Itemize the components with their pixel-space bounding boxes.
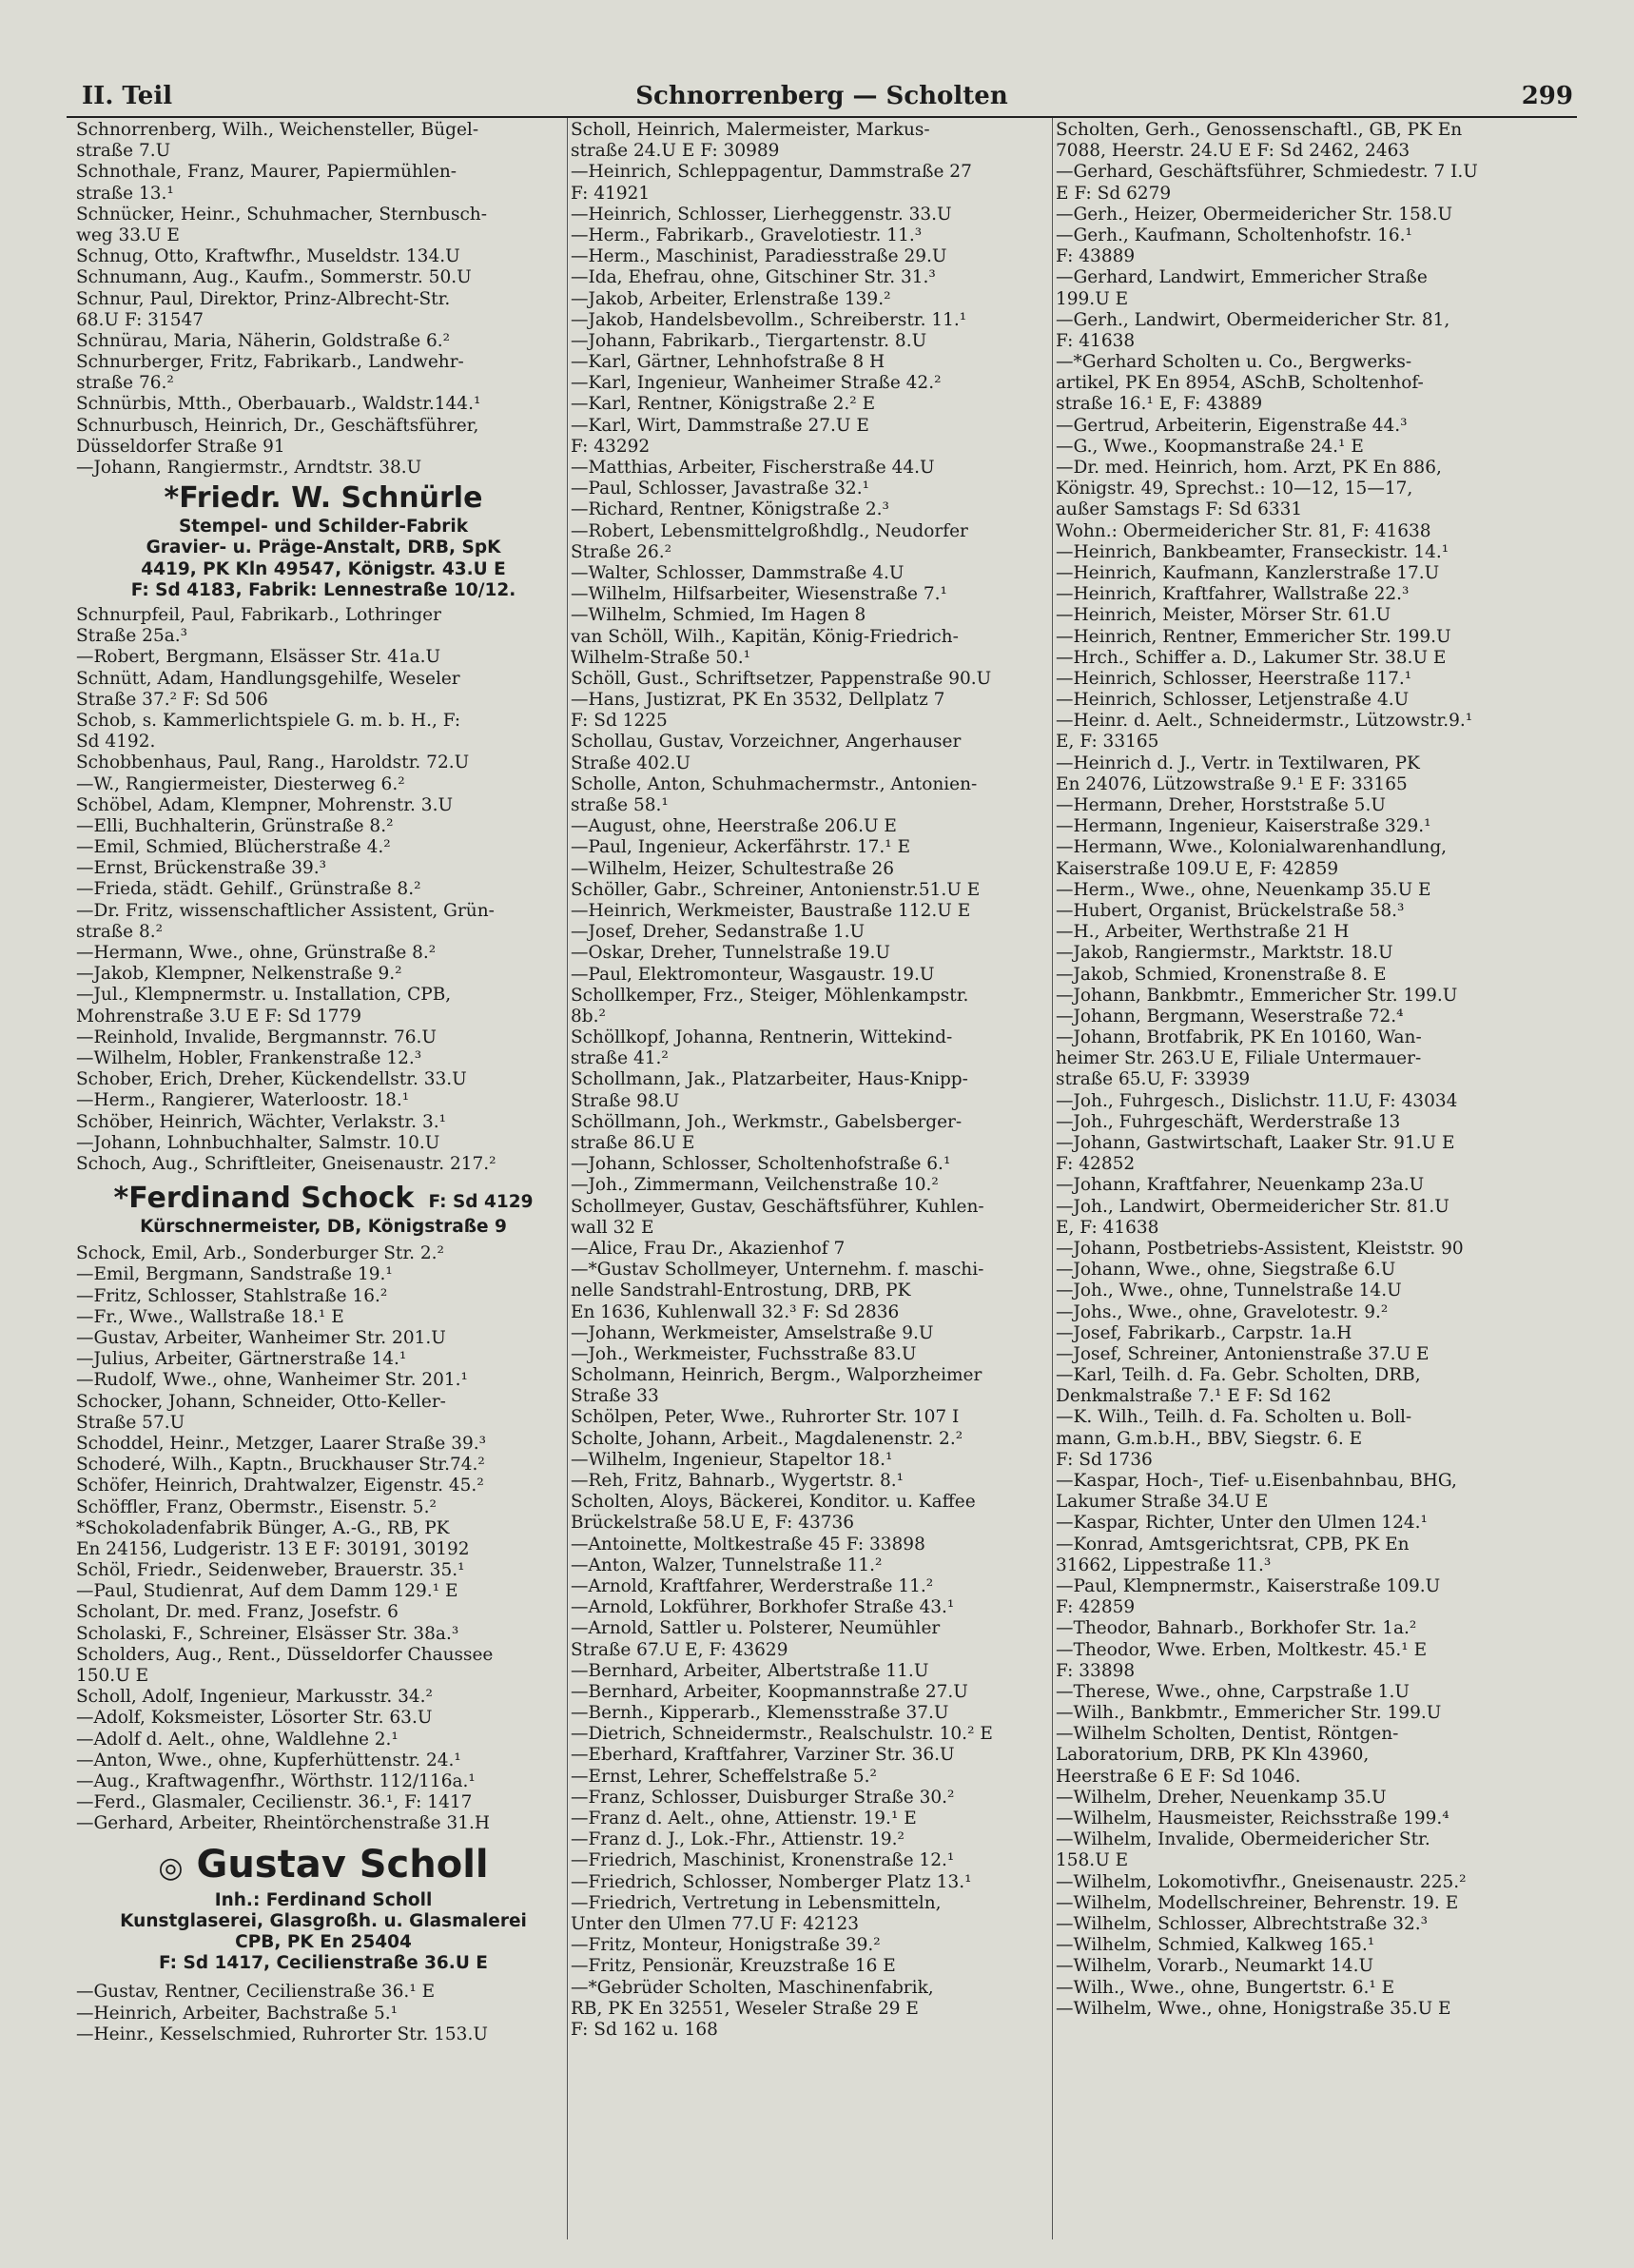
directory-entry-line: —Oskar, Dreher, Tunnelstraße 19.U <box>571 943 890 964</box>
entries-block-a <box>76 120 571 479</box>
directory-entry-line: —Hermann, Dreher, Horststraße 5.U <box>1056 795 1386 815</box>
directory-entry-line: —Joh., Werkmeister, Fuchsstraße 83.U <box>571 1343 917 1364</box>
directory-entry-line: Schollkemper, Frz., Steiger, Möhlenkampstr. <box>571 985 969 1006</box>
directory-entry-line: —Johann, Fabrikarb., Tiergartenstr. 8.U <box>571 330 927 351</box>
directory-entry-line: außer Samstags F: Sd 6331 <box>1056 499 1303 520</box>
directory-entry-line: —Friedrich, Vertretung in Lebensmitteln, <box>571 1892 942 1913</box>
directory-entry-line: F: 41638 <box>1056 330 1136 351</box>
directory-entry-line: nelle Sandstrahl-Entrostung, DRB, PK <box>571 1281 911 1301</box>
directory-entry-line: —August, ohne, Heerstraße 206.U E <box>571 816 897 837</box>
directory-entry-line: —Jakob, Rangiermstr., Marktstr. 18.U <box>1056 943 1393 964</box>
directory-entry-line: straße 58.¹ <box>571 795 669 815</box>
directory-entry-line: —Fr., Wwe., Wallstraße 18.¹ E <box>76 1306 344 1327</box>
directory-entry-line: Schoderé, Wilh., Kaptn., Bruckhauser Str.74.² <box>76 1455 485 1476</box>
directory-entry-line: —Paul, Ingenieur, Ackerfährstr. 17.¹ E <box>571 837 911 858</box>
directory-entry-line: E, F: 41638 <box>1056 1217 1159 1238</box>
directory-entry-line: Scholant, Dr. med. Franz, Josefstr. 6 <box>76 1602 399 1623</box>
entries-block <box>1056 120 1550 2020</box>
directory-entry-line: —W., Rangiermeister, Diesterweg 6.² <box>76 773 405 794</box>
directory-entry-line: F: 42852 <box>1056 1154 1136 1175</box>
directory-entry-line: —Johann, Kraftfahrer, Neuenkamp 23a.U <box>1056 1175 1425 1196</box>
directory-entry-line: —Franz d. Aelt., ohne, Attienstr. 19.¹ E <box>571 1809 917 1828</box>
directory-entry-line: Schölpen, Peter, Wwe., Ruhrorter Str. 107 I <box>571 1407 960 1428</box>
directory-entry-line: —Karl, Ingenieur, Wanheimer Straße 42.² <box>571 373 942 394</box>
directory-entry-line: —Friedrich, Schlosser, Nomberger Platz 13.¹ <box>571 1871 972 1892</box>
directory-entry-line: Straße 57.U <box>76 1412 185 1433</box>
directory-entry-line: —Johann, Rangiermstr., Arndtstr. 38.U <box>76 458 422 478</box>
advert-title-text: Gustav Scholl <box>196 1842 489 1887</box>
directory-entry-line: —K. Wilh., Teilh. d. Fa. Scholten u. Boll- <box>1056 1407 1412 1428</box>
directory-entry-line: Schöffler, Franz, Obermstr., Eisenstr. 5.² <box>76 1496 437 1517</box>
advert-title: *Ferdinand Schock <box>113 1182 415 1216</box>
directory-entry-line: —Dr. Fritz, wissenschaftlicher Assistent, Grün- <box>76 900 495 921</box>
directory-entry-line: Brückelstraße 58.U E, F: 43736 <box>571 1513 855 1534</box>
directory-entry-line: —Joh., Wwe., ohne, Tunnelstraße 14.U <box>1056 1281 1402 1301</box>
directory-entry-line: 7088, Heerstr. 24.U E F: Sd 2462, 2463 <box>1056 141 1410 162</box>
directory-entry-line: —Herm., Wwe., ohne, Neuenkamp 35.U E <box>1056 879 1431 900</box>
directory-entry-line: —Gerhard, Landwirt, Emmericher Straße <box>1056 267 1428 288</box>
directory-entry-line: —Arnold, Sattler u. Polsterer, Neumühler <box>571 1618 941 1639</box>
directory-entry-line: Schöllmann, Joh., Werkmstr., Gabelsberger- <box>571 1111 963 1132</box>
advert-phone: F: Sd 4129 <box>428 1192 534 1213</box>
directory-entry-line: —Karl, Gärtner, Lehnhofstraße 8 H <box>571 352 885 373</box>
directory-entry-line: F: Sd 1225 <box>571 711 668 732</box>
directory-entry-line: *Schokoladenfabrik Bünger, A.-G., RB, PK <box>76 1517 450 1538</box>
part-label: II. Teil <box>82 82 173 110</box>
directory-entry-line: F: Sd 162 u. 168 <box>571 2019 718 2040</box>
directory-entry-line: —Eberhard, Kraftfahrer, Varziner Str. 36.U <box>571 1745 955 1766</box>
directory-entry-line: Scholte, Johann, Arbeit., Magdalenenstr. 2.² <box>571 1428 963 1449</box>
directory-entry-line: —Franz d. J., Lok.-Fhr., Attienstr. 19.² <box>571 1829 905 1850</box>
directory-entry-line: heimer Str. 263.U E, Filiale Untermauer- <box>1056 1048 1422 1069</box>
directory-entry-line: Laboratorium, DRB, PK Kln 43960, <box>1056 1745 1370 1766</box>
directory-entry-line: Straße 33 <box>571 1386 659 1407</box>
directory-entry-line: Schob, s. Kammerlichtspiele G. m. b. H., F: <box>76 710 461 731</box>
advert-line: CPB, PK En 25404 <box>235 1931 412 1952</box>
directory-entry-line: En 1636, Kuhlenwall 32.³ F: Sd 2836 <box>571 1301 900 1322</box>
column-3 <box>1056 120 1550 2241</box>
directory-entry-line: —Johs., Wwe., ohne, Gravelotestr. 9.² <box>1056 1301 1389 1322</box>
directory-entry-line: Scholmann, Heinrich, Bergm., Walporzheimer <box>571 1365 982 1386</box>
directory-entry-line: —Johann, Bergmann, Weserstraße 72.⁴ <box>1056 1006 1404 1026</box>
directory-entry-line: 31662, Lippestraße 11.³ <box>1056 1554 1272 1575</box>
directory-entry-line: —Wilhelm, Schlosser, Albrechtstraße 32.³ <box>1056 1913 1429 1934</box>
directory-entry-line: Schnorrenberg, Wilh., Weichensteller, Bügel- <box>76 120 479 140</box>
directory-entry-line: —Karl, Rentner, Königstraße 2.² E <box>571 394 876 415</box>
directory-entry-line: Schober, Erich, Dreher, Kückendellstr. 33.U <box>76 1069 467 1090</box>
directory-entry-line: —Alice, Frau Dr., Akazienhof 7 <box>571 1238 846 1259</box>
directory-entry-line: —*Gebrüder Scholten, Maschinenfabrik, <box>571 1977 934 1998</box>
directory-entry-line: —Fritz, Monteur, Honigstraße 39.² <box>571 1935 881 1956</box>
directory-entry-line: RB, PK En 32551, Weseler Straße 29 E <box>571 1998 919 2019</box>
directory-entry-line: —Ida, Ehefrau, ohne, Gitschiner Str. 31.³ <box>571 267 936 288</box>
directory-entry-line: —Karl, Teilh. d. Fa. Gebr. Scholten, DRB, <box>1056 1365 1421 1386</box>
directory-entry-line: Schöbel, Adam, Klempner, Mohrenstr. 3.U <box>76 794 454 815</box>
directory-entry-line: —Heinrich, Meister, Mörser Str. 61.U <box>1056 605 1391 626</box>
directory-entry-line: Scholle, Anton, Schuhmachermstr., Antonien- <box>571 773 978 794</box>
directory-entry-line: —Gertrud, Arbeiterin, Eigenstraße 44.³ <box>1056 415 1408 436</box>
directory-entry-line: —G., Wwe., Koopmanstraße 24.¹ E <box>1056 436 1364 457</box>
directory-entry-line: —Kaspar, Richter, Unter den Ulmen 124.¹ <box>1056 1513 1428 1534</box>
directory-entry-line: —Franz, Schlosser, Duisburger Straße 30.² <box>571 1787 955 1808</box>
directory-entry-line: —Hermann, Wwe., Kolonialwarenhandlung, <box>1056 837 1448 858</box>
directory-entry-line: —Ernst, Lehrer, Scheffelstraße 5.² <box>571 1766 877 1787</box>
directory-entry-line: —Wilhelm, Wwe., ohne, Honigstraße 35.U E <box>1056 1998 1451 2019</box>
directory-entry-line: F: Sd 1736 <box>1056 1449 1153 1470</box>
directory-entry-line: Schöllkopf, Johanna, Rentnerin, Wittekind- <box>571 1027 953 1048</box>
advert-schock <box>76 1181 571 1238</box>
directory-entry-line: —Wilhelm, Schmied, Kalkweg 165.¹ <box>1056 1935 1375 1956</box>
directory-entry-line: Schobbenhaus, Paul, Rang., Haroldstr. 72.U <box>76 753 470 773</box>
directory-entry-line: straße 86.U E <box>571 1133 695 1153</box>
directory-entry-line: —Bernhard, Arbeiter, Albertstraße 11.U <box>571 1660 929 1681</box>
directory-entry-line: 8b.² <box>571 1006 606 1026</box>
directory-entry-line: straße 41.² <box>571 1048 669 1069</box>
directory-entry-line: —Robert, Bergmann, Elsässer Str. 41a.U <box>76 647 441 668</box>
directory-entry-line: En 24076, Lützowstraße 9.¹ E F: 33165 <box>1056 773 1408 794</box>
directory-entry-line: —Johann, Schlosser, Scholtenhofstraße 6.¹ <box>571 1154 951 1175</box>
directory-entry-line: 150.U E <box>76 1666 149 1687</box>
directory-entry-line: —Wilh., Bankbmtr., Emmericher Str. 199.U <box>1056 1703 1442 1724</box>
directory-entry-line: Wohn.: Obermeidericher Str. 81, F: 41638 <box>1056 520 1431 541</box>
directory-entry-line: —Robert, Lebensmittelgroßhdlg., Neudorfer <box>571 520 968 541</box>
directory-entry-line: Schnürbis, Mtth., Oberbauarb., Waldstr.144.¹ <box>76 394 481 415</box>
directory-entry-line: —Anton, Walzer, Tunnelstraße 11.² <box>571 1554 883 1575</box>
advert-title: *Friedr. W. Schnürle <box>164 481 483 516</box>
directory-entry-line: F: 43889 <box>1056 246 1136 267</box>
directory-entry-line: —*Gerhard Scholten u. Co., Bergwerks- <box>1056 352 1412 373</box>
directory-entry-line: —Rudolf, Wwe., ohne, Wanheimer Str. 201.¹ <box>76 1370 468 1391</box>
directory-entry-line: —Karl, Wirt, Dammstraße 27.U E <box>571 415 869 436</box>
directory-entry-line: Schoch, Aug., Schriftleiter, Gneisenaustr. 217.² <box>76 1153 496 1174</box>
advert-line: Inh.: Ferdinand Scholl <box>214 1889 433 1910</box>
directory-entry-line: wall 32 E <box>571 1217 654 1238</box>
directory-entry-line: —Herm., Maschinist, Paradiesstraße 29.U <box>571 246 947 267</box>
directory-entry-line: —Heinrich, Rentner, Emmericher Str. 199.U <box>1056 626 1451 647</box>
directory-entry-line: Straße 98.U <box>571 1090 680 1111</box>
directory-entry-line: —Dietrich, Schneidermstr., Realschulstr. 10.² E <box>571 1724 993 1745</box>
directory-entry-line: —Elli, Buchhalterin, Grünstraße 8.² <box>76 815 394 836</box>
directory-entry-line: Sd 4192. <box>76 732 156 753</box>
directory-entry-line: —Wilhelm, Heizer, Schultestraße 26 <box>571 858 895 879</box>
directory-entry-line: —Gerh., Kaufmann, Scholtenhofstr. 16.¹ <box>1056 225 1412 245</box>
directory-entry-line: Heerstraße 6 E F: Sd 1046. <box>1056 1766 1301 1787</box>
directory-entry-line: —*Gustav Schollmeyer, Unternehm. f. maschi- <box>571 1260 984 1281</box>
directory-entry-line: Schnütt, Adam, Handlungsgehilfe, Weseler <box>76 668 460 689</box>
directory-entry-line: —Wilhelm, Dreher, Neuenkamp 35.U <box>1056 1787 1387 1808</box>
directory-entry-line: F: 41921 <box>571 183 651 204</box>
directory-entry-line: —Konrad, Amtsgerichtsrat, CPB, PK En <box>1056 1534 1410 1554</box>
directory-entry-line: E F: Sd 6279 <box>1056 183 1172 204</box>
directory-entry-line: —Heinrich, Kraftfahrer, Wallstraße 22.³ <box>1056 584 1410 605</box>
directory-entry-line: —Paul, Schlosser, Javastraße 32.¹ <box>571 479 870 499</box>
directory-entry-line: Schoddel, Heinr., Metzger, Laarer Straße 39.³ <box>76 1433 487 1454</box>
directory-entry-line: artikel, PK En 8954, ASchB, Scholtenhof- <box>1056 373 1424 394</box>
directory-entry-line: —Richard, Rentner, Königstraße 2.³ <box>571 499 889 520</box>
directory-entry-line: —Hermann, Ingenieur, Kaiserstraße 329.¹ <box>1056 816 1431 837</box>
directory-entry-line: Schnug, Otto, Kraftwfhr., Museldstr. 134.U <box>76 246 460 267</box>
directory-entry-line: —Gerhard, Geschäftsführer, Schmiedestr. 7 I.U <box>1056 162 1478 183</box>
directory-entry-line: —Julius, Arbeiter, Gärtnerstraße 14.¹ <box>76 1349 407 1370</box>
page-header <box>67 82 1577 118</box>
advert-line: 4419, PK Kln 49547, Königstr. 43.U E <box>141 558 506 579</box>
advert-schnuerle <box>76 480 571 601</box>
directory-entry-line: —Heinrich, Arbeiter, Bachstraße 5.¹ <box>76 2003 399 2024</box>
directory-entry-line: Schnothale, Franz, Maurer, Papiermühlen- <box>76 162 457 183</box>
directory-entry-line: Schöl, Friedr., Seidenweber, Brauerstr. 35.¹ <box>76 1560 465 1581</box>
directory-entry-line: —Joh., Zimmermann, Veilchenstraße 10.² <box>571 1175 939 1196</box>
directory-entry-line: Schnurberger, Fritz, Fabrikarb., Landwehr- <box>76 352 464 373</box>
directory-entry-line: straße 16.¹ E, F: 43889 <box>1056 394 1263 415</box>
directory-entry-line: straße 7.U <box>76 141 171 162</box>
directory-entry-line: Straße 402.U <box>571 753 691 773</box>
advert-line: Kunstglaserei, Glasgroßh. u. Glasmalerei <box>120 1910 527 1931</box>
directory-entry-line: —Herm., Fabrikarb., Gravelotiestr. 11.³ <box>571 225 923 245</box>
directory-entry-line: Schöber, Heinrich, Wächter, Verlakstr. 3.¹ <box>76 1111 447 1132</box>
directory-entry-line: —Dr. med. Heinrich, hom. Arzt, PK En 886, <box>1056 458 1442 478</box>
directory-entry-line: Schock, Emil, Arb., Sonderburger Str. 2.² <box>76 1243 444 1264</box>
directory-entry-line: Unter den Ulmen 77.U F: 42123 <box>571 1913 860 1934</box>
directory-entry-line: Scholl, Adolf, Ingenieur, Markusstr. 34.² <box>76 1687 433 1708</box>
directory-entry-line: Schnürau, Maria, Näherin, Goldstraße 6.² <box>76 330 451 351</box>
directory-entry-line: 199.U E <box>1056 288 1129 309</box>
directory-entry-line: Scholaski, F., Schreiner, Elsässer Str. 38a.³ <box>76 1623 459 1644</box>
directory-entry-line: —Heinrich, Werkmeister, Baustraße 112.U E <box>571 900 971 921</box>
ring-icon: ◎ <box>158 1850 184 1885</box>
directory-entry-line: —Wilhelm, Schmied, Im Hagen 8 <box>571 605 866 626</box>
directory-entry-line: —Jakob, Arbeiter, Erlenstraße 139.² <box>571 288 891 309</box>
directory-entry-line: —Theodor, Wwe. Erben, Moltkestr. 45.¹ E <box>1056 1639 1428 1660</box>
directory-entry-line: F: 33898 <box>1056 1660 1136 1681</box>
directory-entry-line: —Matthias, Arbeiter, Fischerstraße 44.U <box>571 458 935 478</box>
entries-block <box>571 120 1065 2041</box>
directory-entry-line: —Ferd., Glasmaler, Cecilienstr. 36.¹, F: 1417 <box>76 1792 473 1813</box>
directory-entry-line: Straße 25a.³ <box>76 626 188 647</box>
directory-entry-line: —Friedrich, Maschinist, Kronenstraße 12.¹ <box>571 1850 955 1871</box>
directory-entry-line: Schollmeyer, Gustav, Geschäftsführer, Kuhlen- <box>571 1196 984 1217</box>
directory-entry-line: —Wilhelm Scholten, Dentist, Röntgen- <box>1056 1724 1399 1745</box>
directory-entry-line: —Wilhelm, Hausmeister, Reichsstraße 199.⁴ <box>1056 1809 1449 1828</box>
directory-entry-line: —Therese, Wwe., ohne, Carpstraße 1.U <box>1056 1681 1410 1702</box>
directory-entry-line: Scholl, Heinrich, Malermeister, Markus- <box>571 120 930 140</box>
directory-entry-line: Straße 67.U E, F: 43629 <box>571 1639 788 1660</box>
directory-entry-line: Schocker, Johann, Schneider, Otto-Keller- <box>76 1391 446 1412</box>
page-number: 299 <box>1521 82 1573 110</box>
directory-entry-line: —Heinrich, Bankbeamter, Franseckistr. 14.¹ <box>1056 541 1449 562</box>
directory-entry-line: straße 76.² <box>76 373 174 394</box>
directory-entry-line: —Antoinette, Moltkestraße 45 F: 33898 <box>571 1534 925 1554</box>
directory-entry-line: —Heinr. d. Aelt., Schneidermstr., Lützowstr.9.¹ <box>1056 711 1473 732</box>
advert-line: F: Sd 1417, Cecilienstraße 36.U E <box>159 1953 488 1974</box>
directory-entry-line: —Adolf d. Aelt., ohne, Waldlehne 2.¹ <box>76 1729 399 1750</box>
column-2 <box>571 120 1065 2241</box>
directory-entry-line: Schnumann, Aug., Kaufm., Sommerstr. 50.U <box>76 267 472 288</box>
directory-entry-line: —Hrch., Schiffer a. D., Lakumer Str. 38.U E <box>1056 647 1447 668</box>
directory-entry-line: —Aug., Kraftwagenfhr., Wörthstr. 112/116a.¹ <box>76 1770 476 1791</box>
directory-entry-line: Schollmann, Jak., Platzarbeiter, Haus-Knipp- <box>571 1069 968 1090</box>
advert-line: Stempel- und Schilder-Fabrik <box>178 517 469 538</box>
directory-entry-line: 158.U E <box>1056 1850 1129 1871</box>
directory-entry-line: —Frieda, städt. Gehilf., Grünstraße 8.² <box>76 879 421 900</box>
directory-entry-line: straße 65.U, F: 33939 <box>1056 1069 1251 1090</box>
directory-entry-line: van Schöll, Wilh., Kapitän, König-Friedrich- <box>571 626 959 647</box>
advert-scholl <box>76 1843 571 1975</box>
directory-entry-line: —Arnold, Kraftfahrer, Werderstraße 11.² <box>571 1575 934 1596</box>
directory-entry-line: —Wilhelm, Modellschreiner, Behrenstr. 19. E <box>1056 1892 1459 1913</box>
directory-entry-line: —Joh., Landwirt, Obermeidericher Str. 81.U <box>1056 1196 1449 1217</box>
directory-entry-line: Königstr. 49, Sprechst.: 10—12, 15—17, <box>1056 479 1413 499</box>
directory-entry-line: —Johann, Postbetriebs-Assistent, Kleiststr. 90 <box>1056 1238 1464 1259</box>
directory-entry-line: —Heinrich, Kaufmann, Kanzlerstraße 17.U <box>1056 562 1440 583</box>
directory-entry-line: Schnurbusch, Heinrich, Dr., Geschäftsführer, <box>76 415 479 436</box>
directory-entry-line: Schollau, Gustav, Vorzeichner, Angerhauser <box>571 732 962 753</box>
directory-entry-line: —Gerh., Landwirt, Obermeidericher Str. 81, <box>1056 309 1450 330</box>
directory-entry-line: Straße 26.² <box>571 541 672 562</box>
directory-entry-line: —Heinrich, Schlosser, Lierheggenstr. 33.U <box>571 204 952 225</box>
advert-line: Gravier- u. Präge-Anstalt, DRB, SpK <box>146 538 501 558</box>
entries-block-d <box>76 1982 571 2045</box>
directory-entry-line: —Jakob, Klempner, Nelkenstraße 9.² <box>76 964 402 985</box>
directory-entry-line: —Paul, Klempnermstr., Kaiserstraße 109.U <box>1056 1575 1441 1596</box>
directory-entry-line: —Paul, Elektromonteur, Wasgaustr. 19.U <box>571 964 935 985</box>
directory-entry-line: —Fritz, Pensionär, Kreuzstraße 16 E <box>571 1956 896 1977</box>
directory-entry-line: —Bernh., Kipperarb., Klemensstraße 37.U <box>571 1703 949 1724</box>
directory-entry-line: —Emil, Schmied, Blücherstraße 4.² <box>76 837 391 858</box>
directory-entry-line: —Jul., Klempnermstr. u. Installation, CPB, <box>76 985 452 1006</box>
directory-entry-line: —Wilhelm, Hilfsarbeiter, Wiesenstraße 7.¹ <box>571 584 947 605</box>
directory-entry-line: Scholten, Aloys, Bäckerei, Konditor. u. Kaffee <box>571 1492 976 1513</box>
directory-entry-line: —Adolf, Koksmeister, Lösorter Str. 63.U <box>76 1708 433 1729</box>
directory-entry-line: F: 42859 <box>1056 1597 1136 1618</box>
directory-entry-line: weg 33.U E <box>76 225 180 245</box>
directory-entry-line: Schnücker, Heinr., Schuhmacher, Sternbusch- <box>76 204 487 225</box>
column-1 <box>76 120 571 2241</box>
directory-entry-line: —Reh, Fritz, Bahnarb., Wygertstr. 8.¹ <box>571 1471 905 1491</box>
directory-entry-line: —Hans, Justizrat, PK En 3532, Dellplatz 7 <box>571 690 945 711</box>
directory-entry-line: —Heinrich, Schleppagentur, Dammstraße 27 <box>571 162 972 183</box>
directory-entry-line: —Wilh., Wwe., ohne, Bungertstr. 6.¹ E <box>1056 1977 1395 1998</box>
directory-entry-line: —Heinr., Kesselschmied, Ruhrorter Str. 153.U <box>76 2024 488 2044</box>
directory-entry-line: —Gustav, Rentner, Cecilienstraße 36.¹ E <box>76 1982 436 2003</box>
directory-entry-line: Düsseldorfer Straße 91 <box>76 436 285 457</box>
directory-entry-line: —Jakob, Handelsbevollm., Schreiberstr. 11.¹ <box>571 309 967 330</box>
directory-entry-line: —Wilhelm, Vorarb., Neumarkt 14.U <box>1056 1956 1374 1977</box>
directory-entry-line: Schöfer, Heinrich, Drahtwalzer, Eigenstr. 45.² <box>76 1476 484 1496</box>
directory-entry-line: —Gustav, Arbeiter, Wanheimer Str. 201.U <box>76 1328 446 1349</box>
directory-entry-line: —Kaspar, Hoch-, Tief- u.Eisenbahnbau, BHG, <box>1056 1471 1457 1491</box>
directory-entry-line: Kaiserstraße 109.U E, F: 42859 <box>1056 858 1339 879</box>
directory-entry-line: straße 13.¹ <box>76 183 174 204</box>
directory-entry-line: —Gerhard, Arbeiter, Rheintörchenstraße 31.H <box>76 1813 491 1834</box>
directory-entry-line: —Johann, Lohnbuchhalter, Salmstr. 10.U <box>76 1132 440 1153</box>
directory-entry-line: —Johann, Gastwirtschaft, Laaker Str. 91.U E <box>1056 1133 1455 1153</box>
advert-line: F: Sd 4183, Fabrik: Lennestraße 10/12. <box>130 579 516 600</box>
directory-entry-line: —Wilhelm, Hobler, Frankenstraße 12.³ <box>76 1047 422 1068</box>
directory-entry-line: mann, G.m.b.H., BBV, Siegstr. 6. E <box>1056 1428 1363 1449</box>
directory-entry-line: —Wilhelm, Lokomotivfhr., Gneisenaustr. 225.² <box>1056 1871 1467 1892</box>
directory-entry-line: 68.U F: 31547 <box>76 309 204 330</box>
directory-entry-line: Wilhelm-Straße 50.¹ <box>571 647 751 668</box>
directory-entry-line: —Heinrich, Schlosser, Letjenstraße 4.U <box>1056 690 1410 711</box>
directory-entry-line: —Emil, Bergmann, Sandstraße 19.¹ <box>76 1264 393 1285</box>
directory-entry-line: —H., Arbeiter, Werthstraße 21 H <box>1056 922 1350 943</box>
entries-block-c <box>76 1243 571 1834</box>
directory-entry-line: Schöller, Gabr., Schreiner, Antonienstr.51.U E <box>571 879 981 900</box>
directory-entry-line: —Josef, Dreher, Sedanstraße 1.U <box>571 922 866 943</box>
directory-entry-line: E, F: 33165 <box>1056 732 1159 753</box>
directory-entry-line: —Gerh., Heizer, Obermeidericher Str. 158.U <box>1056 204 1453 225</box>
directory-entry-line: —Jakob, Schmied, Kronenstraße 8. E <box>1056 964 1387 985</box>
directory-entry-line: —Johann, Bankbmtr., Emmericher Str. 199.U <box>1056 985 1458 1006</box>
directory-entry-line: —Joh., Fuhrgesch., Dislichstr. 11.U, F: 43034 <box>1056 1090 1458 1111</box>
directory-entry-line: —Joh., Fuhrgeschäft, Werderstraße 13 <box>1056 1111 1401 1132</box>
directory-entry-line: Denkmalstraße 7.¹ E F: Sd 162 <box>1056 1386 1332 1407</box>
directory-entry-line: —Heinrich, Schlosser, Heerstraße 117.¹ <box>1056 668 1412 689</box>
directory-entry-line: —Wilhelm, Invalide, Obermeidericher Str. <box>1056 1829 1430 1850</box>
entries-block-b <box>76 605 571 1175</box>
directory-entry-line: Lakumer Straße 34.U E <box>1056 1492 1269 1513</box>
directory-entry-line: straße 24.U E F: 30989 <box>571 141 780 162</box>
directory-entry-line: —Josef, Fabrikarb., Carpstr. 1a.H <box>1056 1322 1352 1343</box>
directory-entry-line: —Johann, Wwe., ohne, Siegstraße 6.U <box>1056 1260 1396 1281</box>
advert-line: Kürschnermeister, DB, Königstraße 9 <box>140 1217 507 1238</box>
directory-entry-line: —Hermann, Wwe., ohne, Grünstraße 8.² <box>76 943 437 963</box>
directory-entry-line: —Ernst, Brückenstraße 39.³ <box>76 858 327 879</box>
directory-entry-line: —Josef, Schreiner, Antonienstraße 37.U E <box>1056 1343 1430 1364</box>
directory-entry-line: —Reinhold, Invalide, Bergmannstr. 76.U <box>76 1026 438 1047</box>
directory-entry-line: —Wilhelm, Ingenieur, Stapeltor 18.¹ <box>571 1449 893 1470</box>
directory-entry-line: —Johann, Brotfabrik, PK En 10160, Wan- <box>1056 1027 1422 1048</box>
directory-entry-line: Scholten, Gerh., Genossenschaftl., GB, PK En <box>1056 120 1463 140</box>
directory-entry-line: Schnurpfeil, Paul, Fabrikarb., Lothringer <box>76 605 441 625</box>
directory-entry-line: Schöll, Gust., Schriftsetzer, Pappenstraße 90.U <box>571 668 992 689</box>
directory-entry-line: —Johann, Werkmeister, Amselstraße 9.U <box>571 1322 934 1343</box>
directory-entry-line: En 24156, Ludgeristr. 13 E F: 30191, 30192 <box>76 1538 470 1559</box>
directory-entry-line: Straße 37.² F: Sd 506 <box>76 689 268 710</box>
directory-entry-line: —Heinrich d. J., Vertr. in Textilwaren, PK <box>1056 753 1420 773</box>
directory-entry-line: Mohrenstraße 3.U E F: Sd 1779 <box>76 1006 361 1026</box>
directory-entry-line: Scholders, Aug., Rent., Düsseldorfer Chaussee <box>76 1644 494 1665</box>
directory-entry-line: —Fritz, Schlosser, Stahlstraße 16.² <box>76 1285 388 1306</box>
directory-entry-line: —Hubert, Organist, Brückelstraße 58.³ <box>1056 900 1405 921</box>
directory-entry-line: straße 8.² <box>76 921 164 942</box>
directory-entry-line: Schnur, Paul, Direktor, Prinz-Albrecht-Str. <box>76 288 451 309</box>
directory-entry-line: —Walter, Schlosser, Dammstraße 4.U <box>571 562 905 583</box>
directory-entry-line: —Anton, Wwe., ohne, Kupferhüttenstr. 24.¹ <box>76 1750 461 1770</box>
advert-title <box>76 1843 571 1890</box>
directory-entry-line: —Bernhard, Arbeiter, Koopmannstraße 27.U <box>571 1681 968 1702</box>
directory-entry-line: —Paul, Studienrat, Auf dem Damm 129.¹ E <box>76 1581 458 1602</box>
directory-entry-line: —Arnold, Lokführer, Borkhofer Straße 43.¹ <box>571 1597 955 1618</box>
running-title: Schnorrenberg — Scholten <box>635 82 1008 110</box>
directory-entry-line: F: 43292 <box>571 436 651 457</box>
directory-entry-line: —Herm., Rangierer, Waterloostr. 18.¹ <box>76 1090 410 1111</box>
directory-entry-line: —Theodor, Bahnarb., Borkhofer Str. 1a.² <box>1056 1618 1417 1639</box>
